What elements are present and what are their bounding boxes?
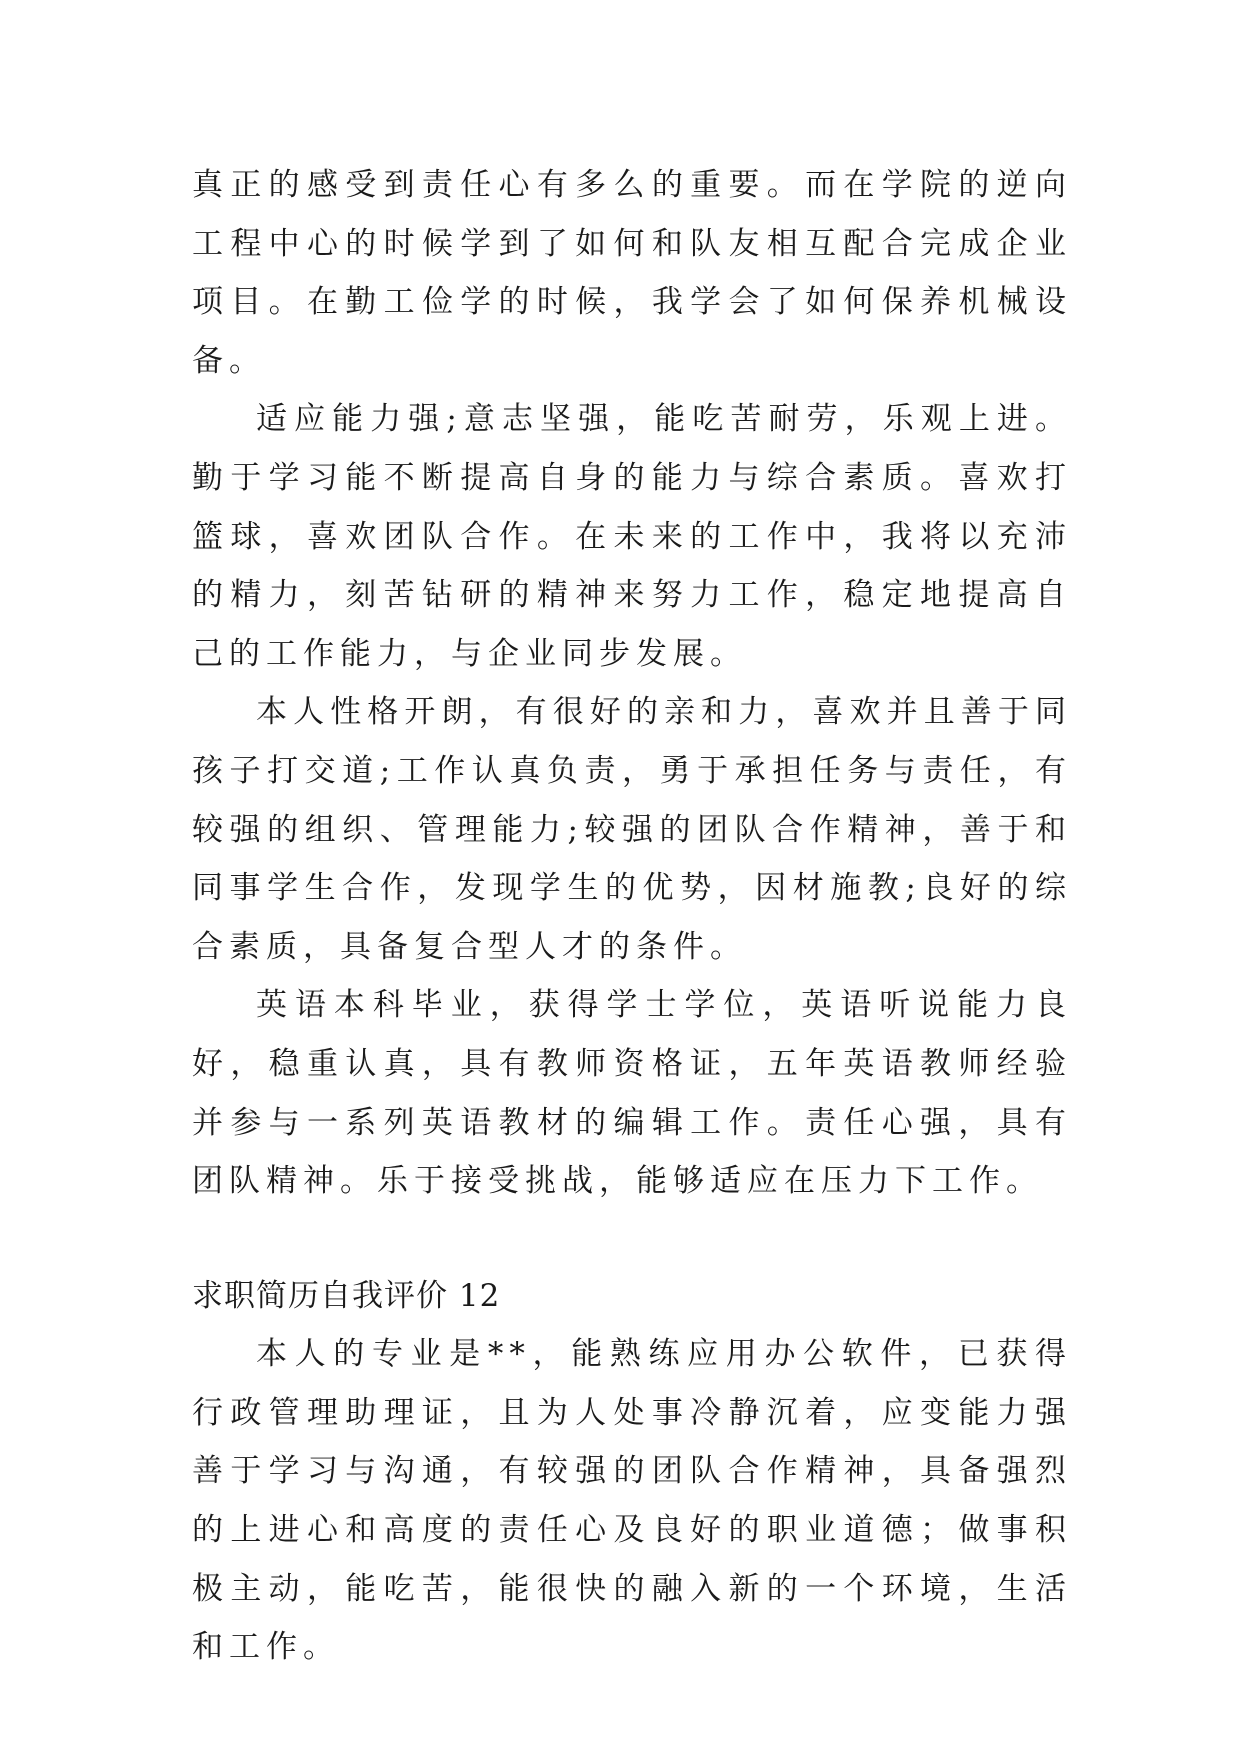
paragraph-admin-assistant: 本人的专业是**，能熟练应用办公软件，已获得行政管理助理证，且为人处事冷静沉着，应变能力强善于学习与沟通，有较强的团队合作精神，具备强烈的上进心和高度的责任心及良好的职业道德；做事积极主动，能吃苦，能很快的融入新的一个环境，生活和工作。: [192, 1336, 1072, 1666]
paragraph-personality: 本人性格开朗，有很好的亲和力，喜欢并且善于同孩子打交道;工作认真负责，勇于承担任务与责任，有较强的组织、管理能力;较强的团队合作精神，善于和同事学生合作，发现学生的优势，因材施教;良好的综合素质，具备复合型人才的条件。: [192, 694, 1072, 965]
paragraph-english-teacher: 英语本科毕业，获得学士学位，英语听说能力良好，稳重认真，具有教师资格证，五年英语教师经验并参与一系列英语教材的编辑工作。责任心强，具有团队精神。乐于接受挑战，能够适应在压力下工作。: [192, 987, 1072, 1200]
paragraph-continued: 真正的感受到责任心有多么的重要。而在学院的逆向工程中心的时候学到了如何和队友相互配合完成企业项目。在勤工俭学的时候，我学会了如何保养机械设备。: [192, 167, 1072, 379]
section-heading: 求职简历自我评价 12: [192, 1277, 501, 1314]
document-body: [192, 156, 1072, 1677]
paragraph-adaptability: 适应能力强;意志坚强，能吃苦耐劳，乐观上进。勤于学习能不断提高自身的能力与综合素质。喜欢打篮球，喜欢团队合作。在未来的工作中，我将以充沛的精力，刻苦钻研的精神来努力工作，稳定地提高自己的工作能力，与企业同步发展。: [192, 401, 1072, 672]
